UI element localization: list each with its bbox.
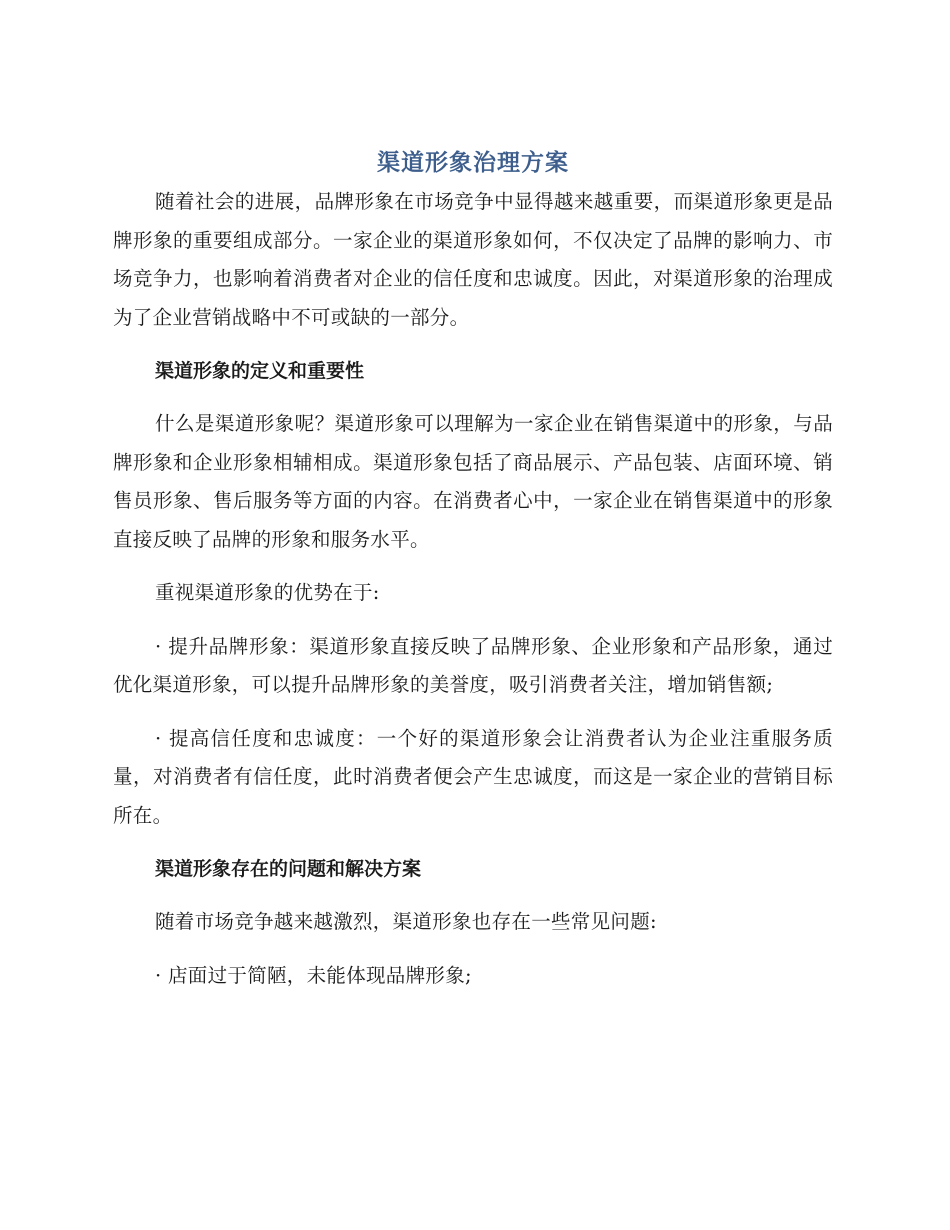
document-page	[113, 145, 833, 1010]
bullet-simple-store: · 店面过于简陋，未能体现品牌形象;	[155, 963, 472, 987]
section-heading-definition: 渠道形象的定义和重要性	[155, 360, 365, 382]
definition-paragraph: 什么是渠道形象呢？渠道形象可以理解为一家企业在销售渠道中的形象，与品牌形象和企业形象相辅相成。渠道形象包括了商品展示、产品包装、店面环境、销售员形象、售后服务等方面的内容。在消费者心中，一家企业在销售渠道中的形象直接反映了品牌的形象和服务水平。	[113, 412, 833, 551]
bullet-trust-loyalty: · 提高信任度和忠诚度：一个好的渠道形象会让消费者认为企业注重服务质量，对消费者有信任度，此时消费者便会产生忠诚度，而这是一家企业的营销目标所在。	[113, 726, 833, 827]
bullet-brand-image: · 提升品牌形象：渠道形象直接反映了品牌形象、企业形象和产品形象，通过优化渠道形象，可以提升品牌形象的美誉度，吸引消费者关注，增加销售额;	[113, 634, 833, 696]
problems-intro-paragraph: 随着市场竞争越来越激烈，渠道形象也存在一些常见问题:	[155, 910, 657, 933]
advantages-intro-paragraph: 重视渠道形象的优势在于:	[155, 581, 380, 604]
section-heading-problems: 渠道形象存在的问题和解决方案	[155, 858, 422, 880]
document-title: 渠道形象治理方案	[377, 150, 569, 176]
intro-paragraph: 随着社会的进展，品牌形象在市场竞争中显得越来越重要，而渠道形象更是品牌形象的重要组成部分。一家企业的渠道形象如何，不仅决定了品牌的影响力、市场竞争力，也影响着消费者对企业的信任度和忠诚度。因此，对渠道形象的治理成为了企业营销战略中不可或缺的一部分。	[113, 190, 833, 329]
